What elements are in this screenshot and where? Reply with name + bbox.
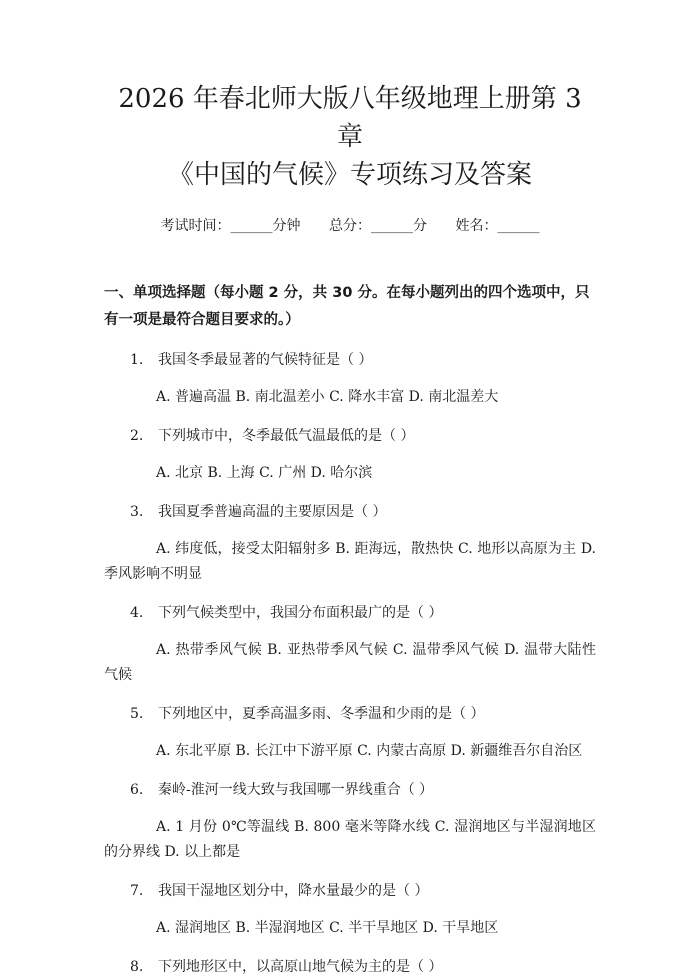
question-item	[104, 879, 596, 941]
question-stem	[104, 778, 596, 803]
question-text: 秦岭-淮河一线大致与我国哪一界线重合（ ）	[158, 782, 434, 798]
question-stem	[104, 879, 596, 904]
question-item	[104, 348, 596, 410]
exam-total-score: 总分：______分	[329, 218, 427, 234]
student-name: 姓名：______	[455, 218, 540, 234]
question-number: 7.	[130, 883, 144, 899]
question-text: 我国冬季最显著的气候特征是（ ）	[158, 352, 373, 368]
question-item	[104, 500, 596, 587]
question-text: 我国夏季普遍高温的主要原因是（ ）	[158, 504, 387, 520]
document-title-line2: 《中国的气候》专项练习及答案	[167, 160, 532, 190]
question-stem	[104, 424, 596, 449]
question-number: 4.	[130, 605, 144, 621]
question-number: 5.	[130, 706, 144, 722]
exam-time: 考试时间：______分钟	[160, 218, 301, 234]
question-text: 下列地区中，夏季高温多雨、冬季温和少雨的是（ ）	[158, 706, 485, 722]
question-options: A. 北京 B. 上海 C. 广州 D. 哈尔滨	[156, 465, 373, 481]
question-item	[104, 424, 596, 486]
question-text: 我国干湿地区划分中，降水量最少的是（ ）	[158, 883, 429, 899]
question-options: A. 纬度低，接受太阳辐射多 B. 距海远，散热快 C. 地形以高原为主 D. 季风影响不明显	[104, 541, 596, 582]
question-stem	[104, 601, 596, 626]
question-number: 1.	[130, 352, 144, 368]
question-text: 下列气候类型中，我国分布面积最广的是（ ）	[158, 605, 443, 621]
question-options: A. 1 月份 0℃等温线 B. 800 毫米等降水线 C. 湿润地区与半湿润地区的分界线 D. 以上都是	[104, 819, 596, 860]
question-text: 下列地形区中，以高原山地气候为主的是（ ）	[158, 959, 443, 975]
question-text: 下列城市中，冬季最低气温最低的是（ ）	[158, 428, 415, 444]
question-number: 6.	[130, 782, 144, 798]
question-options: A. 东北平原 B. 长江中下游平原 C. 内蒙古高原 D. 新疆维吾尔自治区	[156, 743, 583, 759]
question-list	[104, 348, 596, 980]
section-heading: 一、单项选择题（每小题 2 分，共 30 分。在每小题列出的四个选项中，只有一项是最符合题目要求的。）	[104, 285, 590, 328]
question-item	[104, 778, 596, 865]
question-options: A. 热带季风气候 B. 亚热带季风气候 C. 温带季风气候 D. 温带大陆性气候	[104, 642, 596, 683]
question-number: 3.	[130, 504, 144, 520]
question-number: 2.	[130, 428, 144, 444]
question-number: 8.	[130, 959, 144, 975]
question-stem	[104, 348, 596, 373]
question-item	[104, 955, 596, 980]
question-options: A. 普遍高温 B. 南北温差小 C. 降水丰富 D. 南北温差大	[156, 389, 499, 405]
question-item	[104, 702, 596, 764]
question-stem	[104, 702, 596, 727]
question-options: A. 湿润地区 B. 半湿润地区 C. 半干旱地区 D. 干旱地区	[156, 920, 499, 936]
question-item	[104, 601, 596, 688]
question-stem	[104, 500, 596, 525]
question-stem	[104, 955, 596, 980]
exam-meta	[104, 216, 596, 236]
document-title-line1: 2026 年春北师大版八年级地理上册第 3 章	[118, 84, 582, 152]
